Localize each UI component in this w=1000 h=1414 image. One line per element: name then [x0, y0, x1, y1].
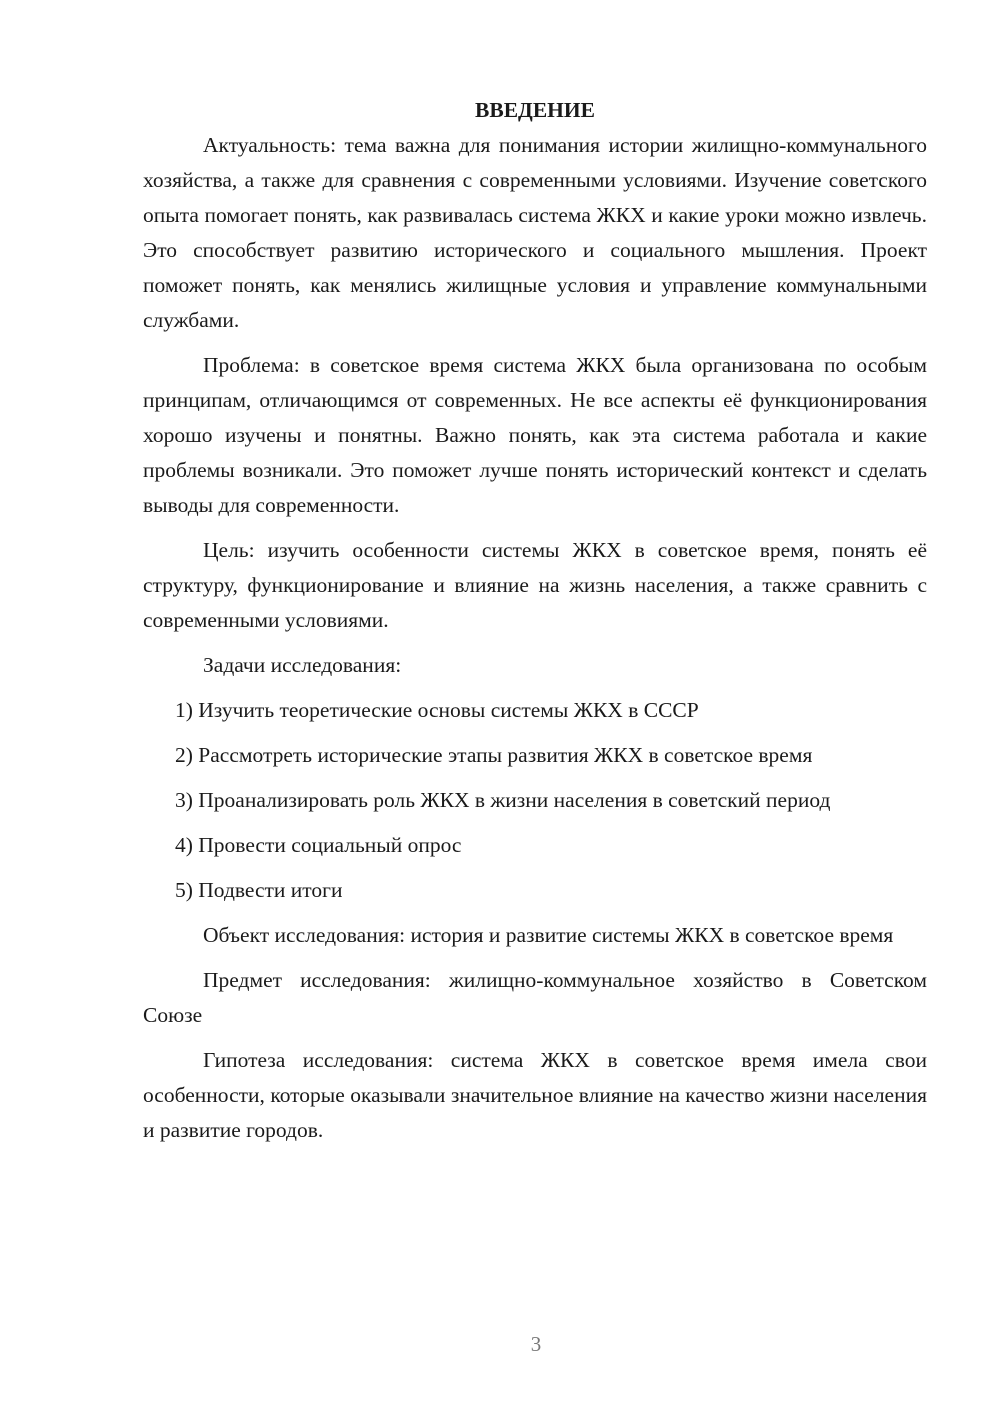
section-title: ВВЕДЕНИЕ: [475, 98, 595, 122]
task-item-3: 3) Проанализировать роль ЖКХ в жизни населения в советский период: [175, 788, 831, 812]
problem-paragraph: Проблема: в советское время система ЖКХ была организована по особым принципам, отличающимся от современных. Не все аспекты её функционирования хорошо изучены и понятны. Важно понять, как эта система работала и какие проблемы возникали. Это поможет лучше понять исторический контекст и сделать выводы для современности.: [143, 353, 927, 517]
task-item-5: 5) Подвести итоги: [175, 878, 343, 902]
task-item-4: 4) Провести социальный опрос: [175, 833, 462, 857]
hypothesis-paragraph: Гипотеза исследования: система ЖКХ в советское время имела свои особенности, которые оказывали значительное влияние на качество жизни населения и развитие городов.: [143, 1048, 927, 1142]
task-item-1: 1) Изучить теоретические основы системы ЖКХ в СССР: [175, 698, 699, 722]
tasks-heading: Задачи исследования:: [203, 653, 402, 677]
page-number: 3: [530, 1332, 542, 1356]
task-item-2: 2) Рассмотреть исторические этапы развития ЖКХ в советское время: [175, 743, 813, 767]
goal-paragraph: Цель: изучить особенности системы ЖКХ в советское время, понять её структуру, функционирование и влияние на жизнь населения, а также сравнить с современными условиями.: [143, 538, 927, 632]
object-paragraph: Объект исследования: история и развитие системы ЖКХ в советское время: [203, 923, 894, 947]
subject-paragraph: Предмет исследования: жилищно-коммунальное хозяйство в Советском Союзе: [143, 968, 927, 1027]
relevance-paragraph: Актуальность: тема важна для понимания истории жилищно-коммунального хозяйства, а также для сравнения с современными условиями. Изучение советского опыта помогает понять, как развивалась система ЖКХ и какие уроки можно извлечь. Это способствует развитию исторического и социального мышления. Проект поможет понять, как менялись жилищные условия и управление коммунальными службами.: [143, 133, 927, 332]
page-content: [143, 93, 927, 1158]
